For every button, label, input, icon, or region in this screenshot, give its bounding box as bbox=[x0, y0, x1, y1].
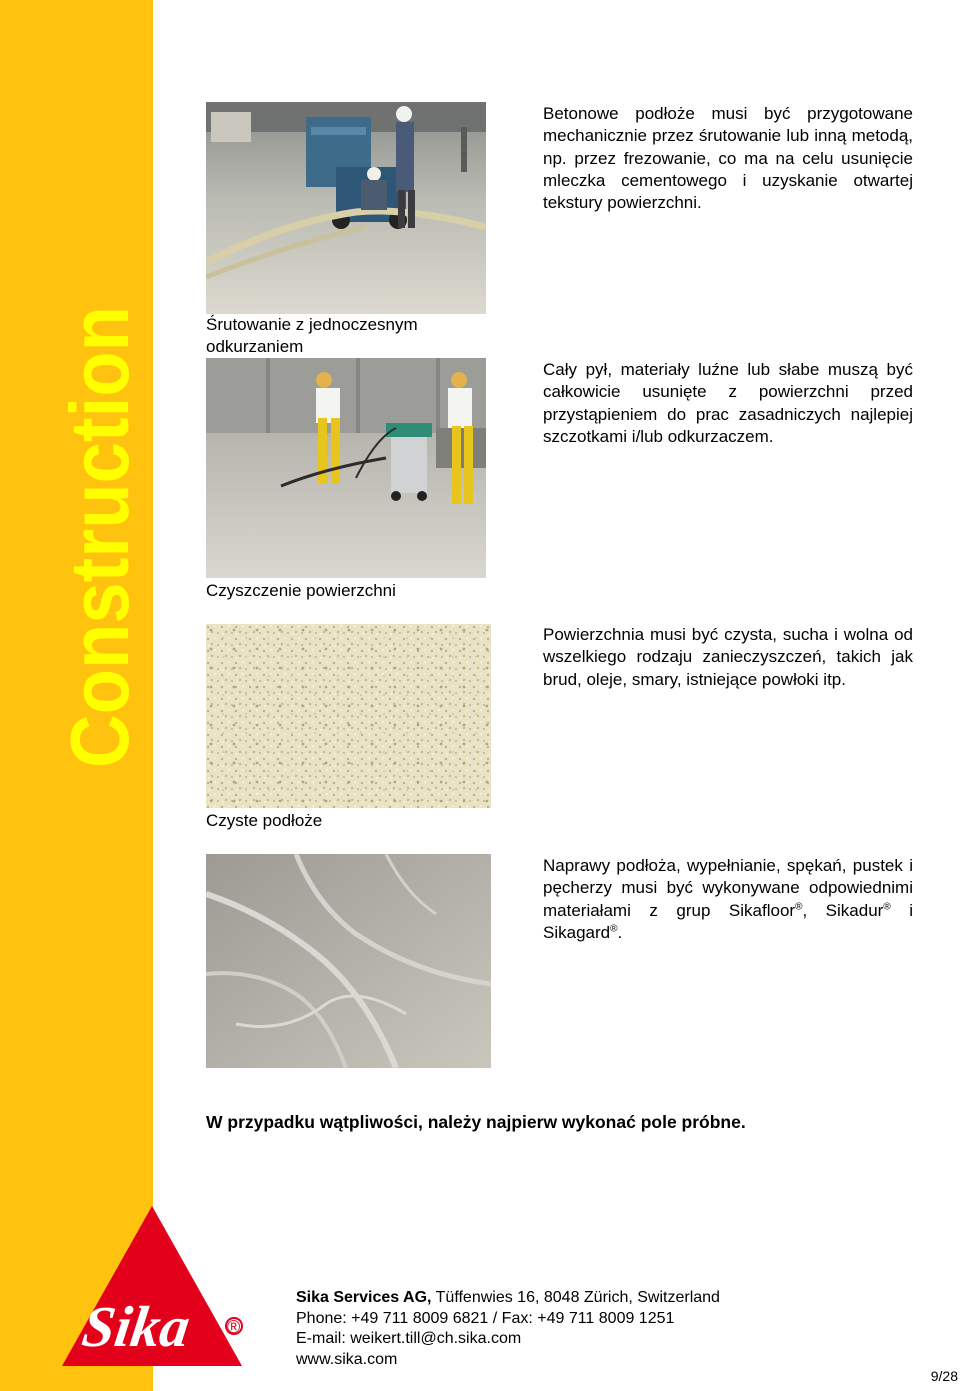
repairs-text-sikagard: i Sikagard bbox=[543, 900, 913, 942]
document-author: Autor: T. Weikert bbox=[841, 25, 952, 42]
footer-company: Sika Services AG, bbox=[296, 1289, 432, 1306]
paragraph-substrate-preparation: Betonowe podłoże musi być przygotowane mechanicznie przez śrutowanie lub inną metodą, np. przez frezowanie, co ma na celu usunięcie mleczka cementowego i uzyskanie otwartej tekstury powierzchni. bbox=[543, 104, 913, 213]
caption-shot-blasting-line1: Śrutowanie z jednoczesnym bbox=[206, 315, 418, 334]
footer-phone: Phone: +49 711 8009 6821 / Fax: +49 711 8009 1251 bbox=[296, 1309, 675, 1327]
paragraph-clean-surface: Powierzchnia musi być czysta, sucha i wolna od wszelkiego rodzaju zanieczyszczeń, takich jak brud, oleje, smary, istniejące powłoki itp. bbox=[543, 625, 913, 689]
document-date: Data: 05.05.2011 bbox=[838, 45, 952, 62]
footer-website[interactable]: www.sika.com bbox=[296, 1350, 398, 1368]
photo-cleaning bbox=[206, 358, 486, 578]
sika-logo bbox=[62, 1206, 252, 1373]
registered-mark: ® bbox=[610, 923, 618, 935]
construction-text: Construction bbox=[53, 251, 146, 768]
caption-shot-blasting bbox=[206, 314, 418, 358]
repairs-text-end: . bbox=[617, 922, 623, 942]
photo-repairs bbox=[206, 854, 491, 1068]
footer-email[interactable]: E-mail: weikert.till@ch.sika.com bbox=[296, 1330, 522, 1347]
caption-clean-substrate: Czyste podłoże bbox=[206, 811, 323, 830]
registered-mark: ® bbox=[795, 900, 803, 912]
caption-shot-blasting-line2: odkurzaniem bbox=[206, 337, 304, 356]
note-trial-area: W przypadku wątpliwości, należy najpierw wykonać pole próbne. bbox=[206, 1112, 746, 1132]
document-number: Nr: 850 84 04 bbox=[861, 5, 952, 22]
footer-address-line bbox=[296, 1288, 720, 1309]
footer-contact bbox=[296, 1288, 720, 1370]
registered-mark: ® bbox=[883, 900, 891, 912]
document-header bbox=[838, 4, 952, 64]
photo-clean-substrate bbox=[206, 624, 491, 808]
sika-logo-wordmark: Sika bbox=[78, 1294, 194, 1359]
caption-cleaning: Czyszczenie powierzchni bbox=[206, 581, 396, 600]
photo-shot-blasting bbox=[206, 102, 486, 314]
page-number: 9/28 bbox=[930, 1368, 958, 1384]
paragraph-repairs bbox=[543, 855, 913, 944]
footer-address: Tüffenwies 16, 8048 Zürich, Switzerland bbox=[431, 1289, 720, 1306]
repairs-text: Naprawy podłoża, wypełnianie, spękań, pustek i pęcherzy musi być wykonywane odpowiednimi materiałami z grup Sikafloor bbox=[543, 856, 913, 920]
sika-logo-registered: ® bbox=[227, 1317, 241, 1337]
repairs-text-sikadur: , Sikadur bbox=[802, 900, 884, 920]
paragraph-dust-removal: Cały pył, materiały luźne lub słabe muszą być całkowicie usunięte z powierzchni przed przystąpieniem do prac zasadniczych najlepiej szczotkami i/lub odkurzaczem. bbox=[543, 360, 913, 446]
construction-vertical-label bbox=[0, 0, 153, 1391]
